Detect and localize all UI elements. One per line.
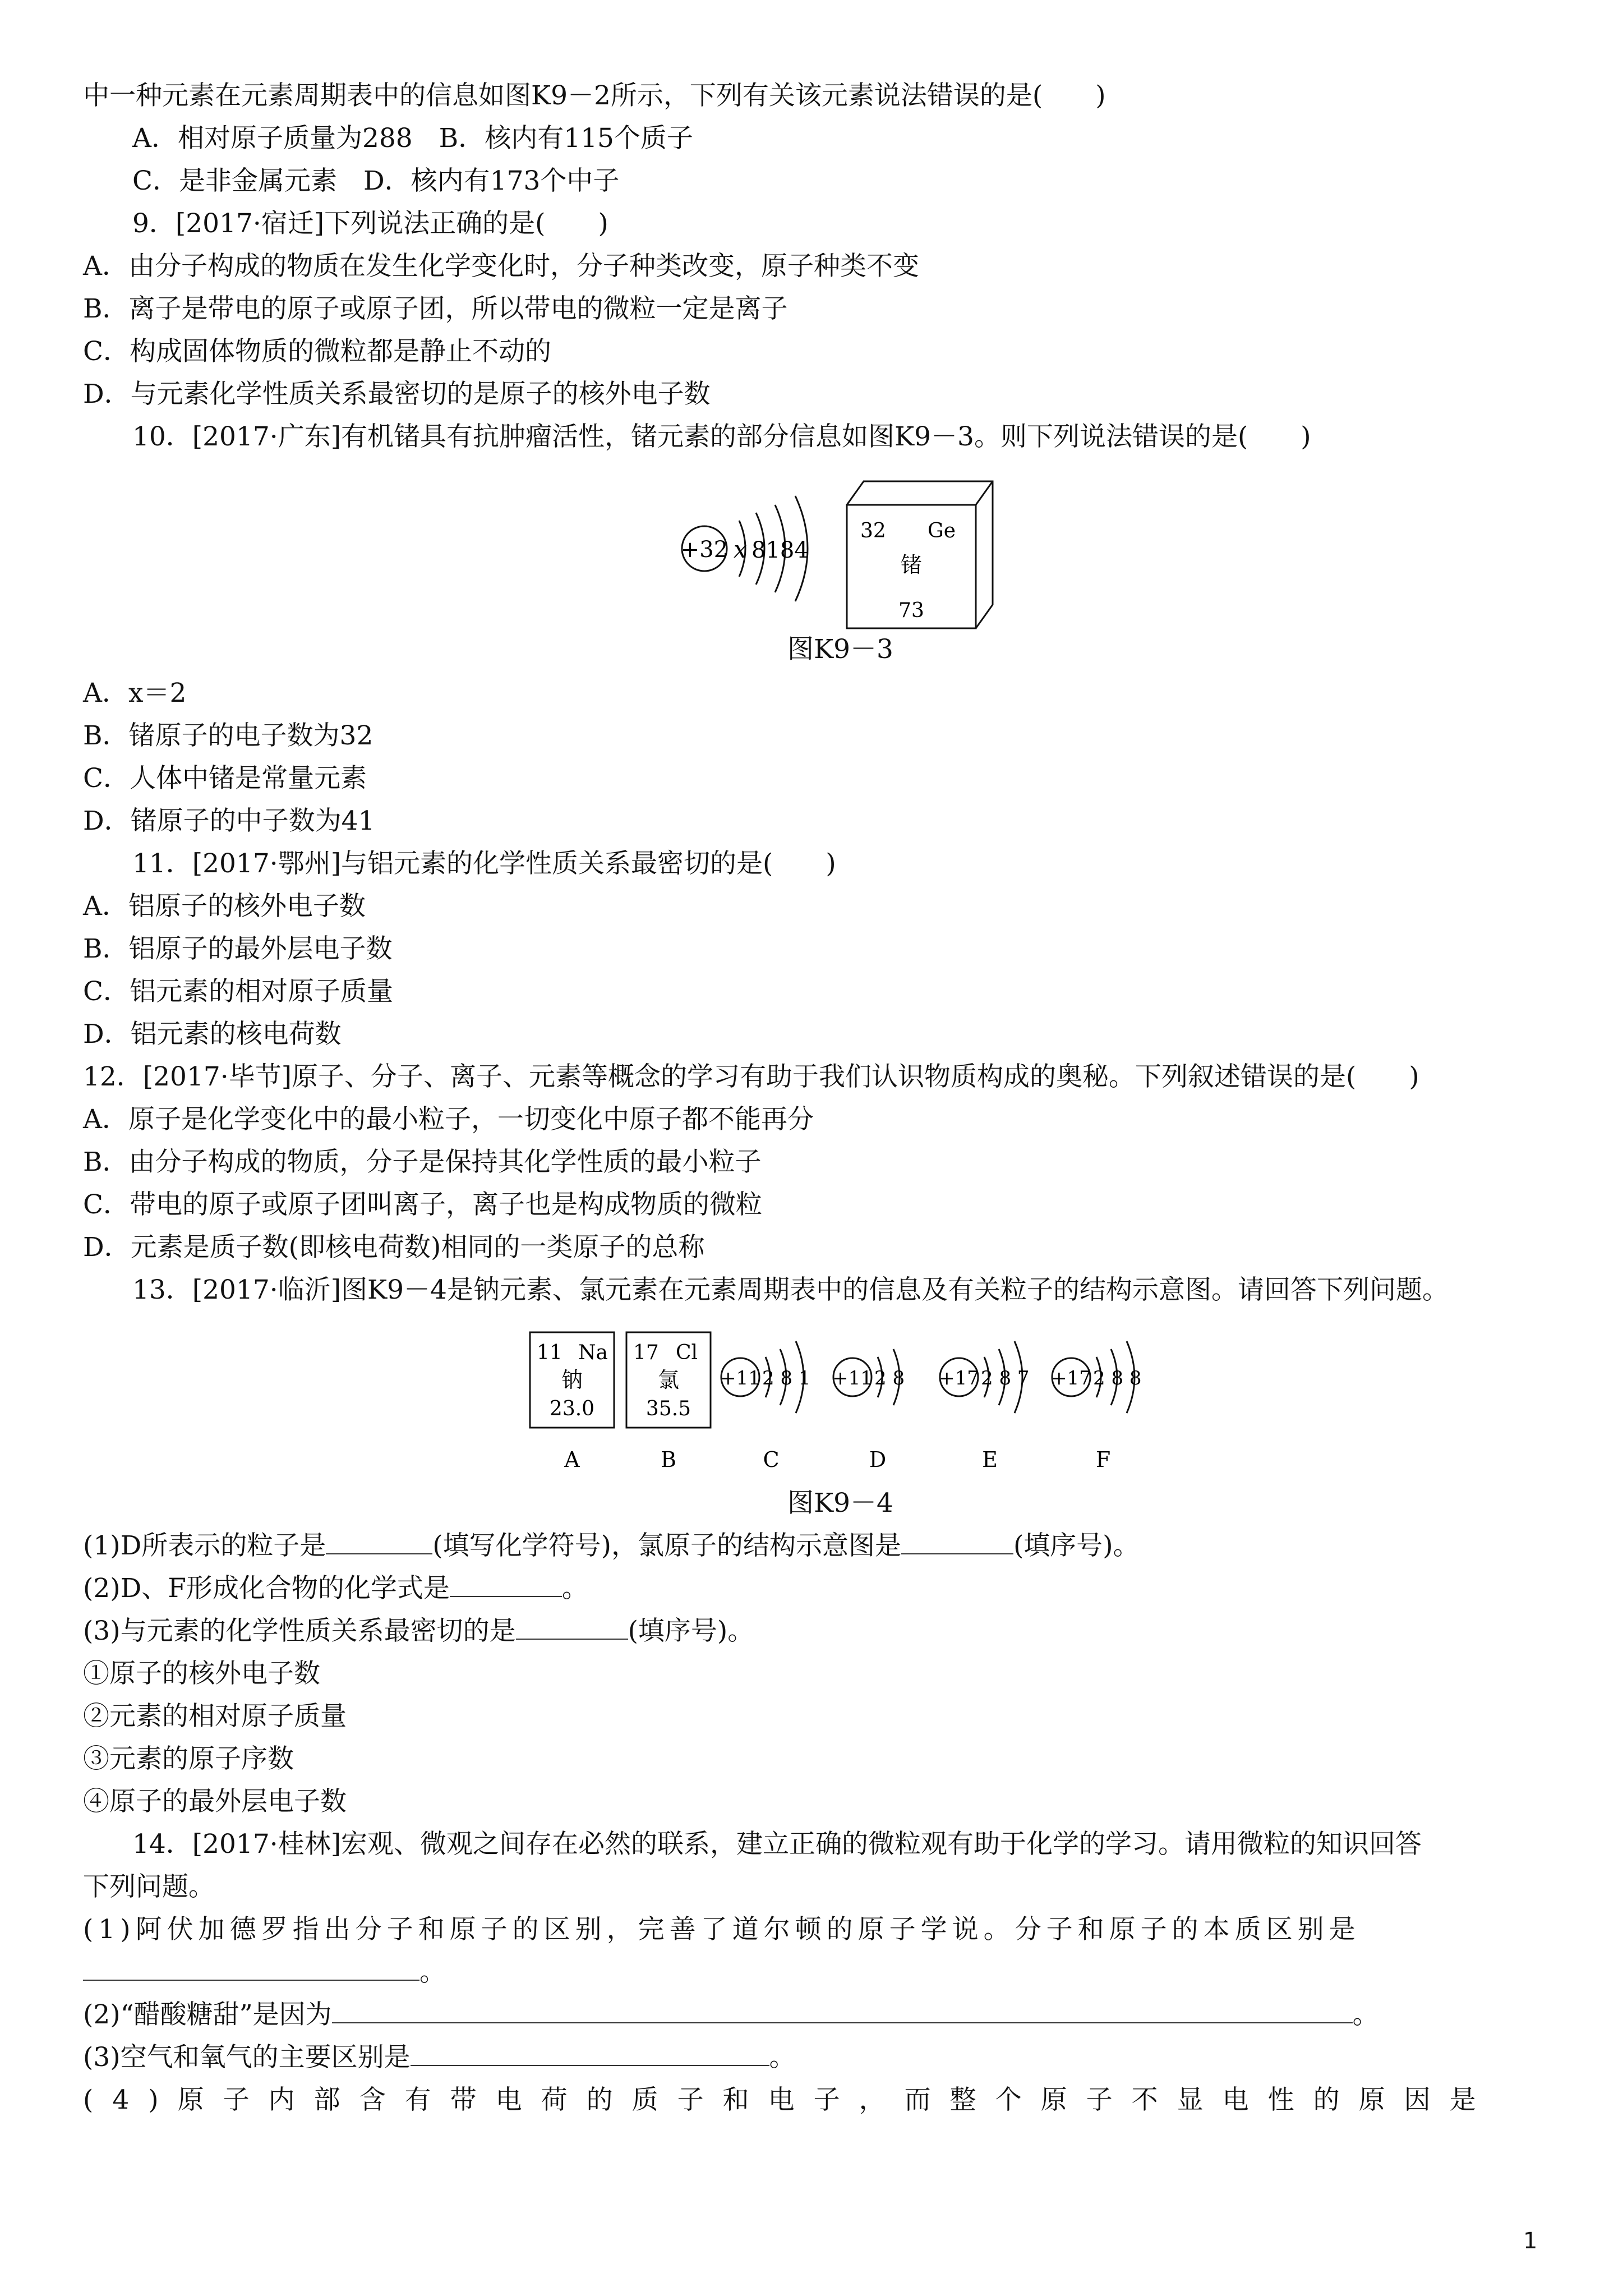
q13-part1-blank-2[interactable] (901, 1531, 1013, 1554)
na-atomic-number: 11 (537, 1341, 562, 1364)
ge-nucleus-label: +32 (680, 537, 728, 563)
q14-part3 (83, 2041, 796, 2074)
particle-e-diagram (939, 1341, 1029, 1472)
label-b: B (661, 1447, 676, 1472)
particle-f-diagram (1051, 1341, 1141, 1472)
q12-option-d: D．元素是质子数(即核电荷数)相同的一类原子的总称 (83, 1232, 705, 1263)
q11-stem: 11．[2017·鄂州]与铝元素的化学性质关系最密切的是( ) (132, 848, 836, 879)
q8-options-cd: C．是非金属元素 D．核内有173个中子 (132, 165, 620, 196)
page-number: 1 (1523, 2228, 1538, 2254)
particle-d-shells: 2 8 (874, 1367, 905, 1389)
q8-stem: 中一种元素在元素周期表中的信息如图K9－2所示，下列有关该元素说法错误的是( ) (83, 80, 1106, 111)
label-c: C (763, 1447, 780, 1472)
label-f: F (1095, 1447, 1111, 1472)
particle-e-nucleus: +17 (939, 1367, 979, 1389)
q12-stem: 12．[2017·毕节]原子、分子、离子、元素等概念的学习有助于我们认识物质构成的奥秘。下列叙述错误的是( ) (83, 1061, 1419, 1092)
q13-part2-text-a: (2)D、F形成化合物的化学式是 (83, 1573, 450, 1604)
q13-part2-blank[interactable] (450, 1573, 562, 1597)
figure-k9-4 (524, 1315, 1158, 1478)
particle-c-nucleus: +11 (720, 1367, 760, 1389)
q13-part2 (83, 1572, 588, 1605)
q10-option-b: B．锗原子的电子数为32 (83, 720, 374, 751)
q13-part3-blank[interactable] (516, 1616, 628, 1640)
q14-part2-text-a: (2)“醋酸糖甜”是因为 (83, 1999, 332, 2030)
cl-symbol: Cl (676, 1341, 698, 1364)
na-symbol: Na (578, 1341, 608, 1364)
q14-part4 (83, 2083, 1495, 2117)
q14-part1-answer (83, 1955, 446, 1989)
particle-e-shells: 2 8 7 (981, 1367, 1030, 1389)
q13-part3 (83, 1614, 754, 1648)
na-mass: 23.0 (549, 1397, 595, 1420)
chlorine-element-box (626, 1332, 711, 1472)
q14-part1-text: (1)阿伏加德罗指出分子和原子的区别，完善了道尔顿的原子学说。分子和原子的本质区别是 (83, 1914, 1361, 1945)
q10-stem: 10．[2017·广东]有机锗具有抗肿瘤活性，锗元素的部分信息如图K9－3。则下列说法错误的是( ) (132, 421, 1311, 452)
label-a: A (564, 1447, 580, 1472)
q9-option-b: B．离子是带电的原子或原子团，所以带电的微粒一定是离子 (83, 293, 788, 324)
q9-option-a: A．由分子构成的物质在发生化学变化时，分子种类改变，原子种类不变 (83, 251, 919, 282)
ge-x-label: x (734, 536, 747, 563)
q10-option-c: C．人体中锗是常量元素 (83, 763, 367, 794)
cl-mass: 35.5 (645, 1397, 691, 1420)
q13-stem: 13．[2017·临沂]图K9－4是钠元素、氯元素在元素周期表中的信息及有关粒子的结构示意图。请回答下列问题。 (132, 1274, 1449, 1305)
label-e: E (982, 1447, 998, 1472)
label-d: D (869, 1447, 887, 1472)
q14-stem-line-2: 下列问题。 (83, 1871, 215, 1902)
sodium-element-box (530, 1332, 614, 1472)
q9-stem: 9．[2017·宿迁]下列说法正确的是( ) (132, 208, 608, 239)
caption-k9-4: 图K9－4 (787, 1488, 893, 1519)
ge-shell-electrons: 8184 (751, 537, 809, 563)
q12-option-b: B．由分子构成的物质，分子是保持其化学性质的最小粒子 (83, 1147, 762, 1177)
q10-option-a: A．x＝2 (83, 678, 187, 708)
q12-option-a: A．原子是化学变化中的最小粒子，一切变化中原子都不能再分 (83, 1104, 814, 1135)
particle-c-shells: 2 8 1 (762, 1367, 811, 1389)
germanium-element-box (847, 481, 993, 628)
q14-part1 (83, 1913, 1361, 1947)
germanium-atom-diagram (681, 496, 809, 601)
ge-atomic-number: 32 (860, 519, 886, 542)
q14-part2 (83, 1998, 1379, 2032)
q11-option-b: B．铝原子的最外层电子数 (83, 933, 393, 964)
q14-part2-text-b: 。 (1352, 1999, 1379, 2030)
q13-part1-blank-1[interactable] (326, 1531, 432, 1554)
q9-option-d: D．与元素化学性质关系最密切的是原子的核外电子数 (83, 379, 711, 409)
particle-f-shells: 2 8 8 (1093, 1367, 1142, 1389)
ge-symbol: Ge (928, 519, 956, 542)
q13-part3-text-a: (3)与元素的化学性质关系最密切的是 (83, 1616, 516, 1646)
na-name: 钠 (561, 1368, 583, 1392)
q14-part2-blank[interactable] (332, 2000, 1353, 2023)
particle-f-nucleus: +17 (1051, 1367, 1091, 1389)
q13-part3-text-b: (填序号)。 (628, 1616, 754, 1646)
q13-choice-3: ③元素的原子序数 (83, 1743, 294, 1774)
q13-part2-text-b: 。 (561, 1573, 588, 1604)
ge-mass: 73 (898, 599, 924, 622)
q13-choice-1: ①原子的核外电子数 (83, 1658, 320, 1689)
q13-choice-2: ②元素的相对原子质量 (83, 1701, 347, 1732)
q14-part4-text: (4)原子内部含有带电荷的质子和电子，而整个原子不显电性的原因是 (83, 2085, 1495, 2115)
particle-d-diagram (832, 1349, 905, 1472)
q12-option-c: C．带电的原子或原子团叫离子，离子也是构成物质的微粒 (83, 1189, 762, 1220)
q10-option-d: D．锗原子的中子数为41 (83, 806, 375, 836)
q14-part3-text-a: (3)空气和氧气的主要区别是 (83, 2042, 411, 2073)
q14-part3-blank[interactable] (411, 2042, 769, 2066)
q14-part3-text-b: 。 (769, 2042, 796, 2073)
q14-part1-end: 。 (419, 1957, 446, 1987)
cl-name: 氯 (657, 1368, 680, 1392)
q14-part1-blank[interactable] (83, 1957, 419, 1981)
cl-atomic-number: 17 (633, 1341, 659, 1364)
q8-options-ab: A．相对原子质量为288 B．核内有115个质子 (132, 123, 693, 154)
q11-option-a: A．铝原子的核外电子数 (83, 891, 366, 922)
q13-choice-4: ④原子的最外层电子数 (83, 1786, 347, 1817)
q13-part1-text-b: (填写化学符号)，氯原子的结构示意图是 (432, 1530, 901, 1561)
q13-part1 (83, 1529, 1140, 1563)
q11-option-c: C．铝元素的相对原子质量 (83, 976, 393, 1007)
ge-name: 锗 (900, 553, 923, 577)
q13-part1-text-c: (填序号)。 (1013, 1530, 1140, 1561)
q14-stem-line-1: 14．[2017·桂林]宏观、微观之间存在必然的联系，建立正确的微粒观有助于化学的学习。请用微粒的知识回答 (132, 1829, 1422, 1860)
figure-k9-3 (662, 466, 998, 634)
particle-d-nucleus: +11 (832, 1367, 873, 1389)
q13-part1-text-a: (1)D所表示的粒子是 (83, 1530, 326, 1561)
caption-k9-3: 图K9－3 (787, 634, 893, 665)
q11-option-d: D．铝元素的核电荷数 (83, 1019, 342, 1050)
q9-option-c: C．构成固体物质的微粒都是静止不动的 (83, 336, 551, 367)
particle-c-diagram (720, 1341, 810, 1472)
